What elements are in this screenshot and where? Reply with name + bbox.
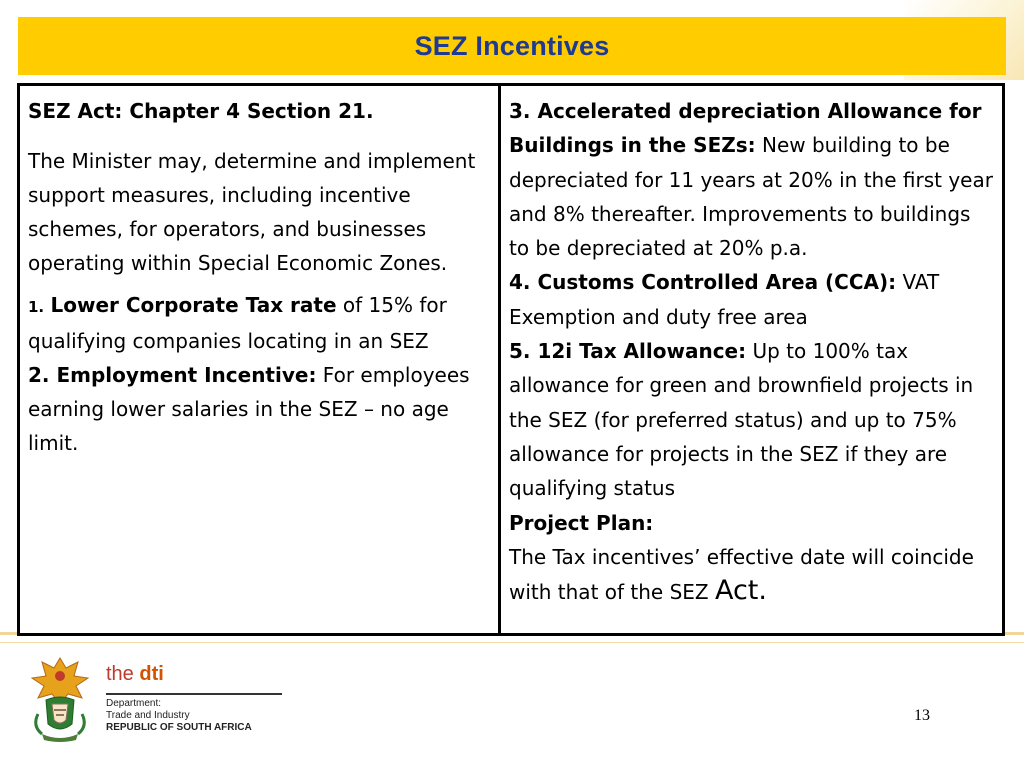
- item-4-label: 4. Customs Controlled Area (CCA):: [509, 270, 897, 295]
- dti-logo: [28, 654, 288, 746]
- slide-title-bar: [18, 17, 1006, 75]
- item-2-text: For employees earning lower salaries in the SEZ – no age limit.: [28, 363, 470, 455]
- brand-prefix: the: [106, 663, 140, 685]
- item-5-text: Up to 100% tax allowance for green and brownfield projects in the SEZ (for preferred status) and up to 75% allowance for projects in the SEZ if they are qualifying status: [509, 339, 974, 501]
- section-heading: SEZ Act: Chapter 4 Section 21.: [28, 99, 374, 123]
- incentive-item-1: [28, 288, 492, 358]
- item-1-number: 1.: [28, 298, 45, 316]
- decorative-gold-line-thin: [0, 642, 1024, 643]
- coat-of-arms-icon: [28, 654, 92, 744]
- item-3-label: 3. Accelerated depreciation Allowance for Buildings in the SEZs:: [509, 99, 982, 158]
- slide-title: SEZ Incentives: [414, 30, 610, 61]
- right-column: [501, 86, 1002, 633]
- item-3-text: New building to be depreciated for 11 years at 20% in the first year and 8% thereafter. Improvements to buildings to be depreciated at 20% p.a.: [509, 133, 993, 261]
- incentive-item-2: [28, 358, 492, 460]
- project-plan-text: The Tax incentives’ effective date will coincide with that of the SEZ Act.: [509, 544, 974, 607]
- incentive-item-3: [509, 94, 996, 265]
- department-text: Department: Trade and Industry REPUBLIC OF SOUTH AFRICA: [106, 698, 252, 733]
- item-2-label: 2. Employment Incentive:: [28, 363, 317, 387]
- item-1-text: of 15% for qualifying companies locating in an SEZ: [28, 293, 447, 353]
- incentive-item-4: [509, 265, 996, 334]
- logo-rule: [106, 693, 282, 695]
- item-1-label: Lower Corporate Tax rate: [50, 293, 337, 317]
- brand-dti: dti: [139, 663, 164, 685]
- item-4-text: VAT Exemption and duty free area: [509, 270, 940, 329]
- intro-paragraph: The Minister may, determine and implement support measures, including incentive schemes, for operators, and businesses operating within Special Economic Zones.: [28, 149, 476, 275]
- incentive-item-5: [509, 334, 996, 505]
- left-column: [20, 86, 498, 633]
- page-number: 13: [914, 707, 930, 724]
- item-5-label: 5. 12i Tax Allowance:: [509, 339, 747, 364]
- project-plan-act: Act.: [714, 575, 767, 607]
- project-plan-label: Project Plan:: [509, 510, 654, 535]
- content-table: [17, 83, 1005, 636]
